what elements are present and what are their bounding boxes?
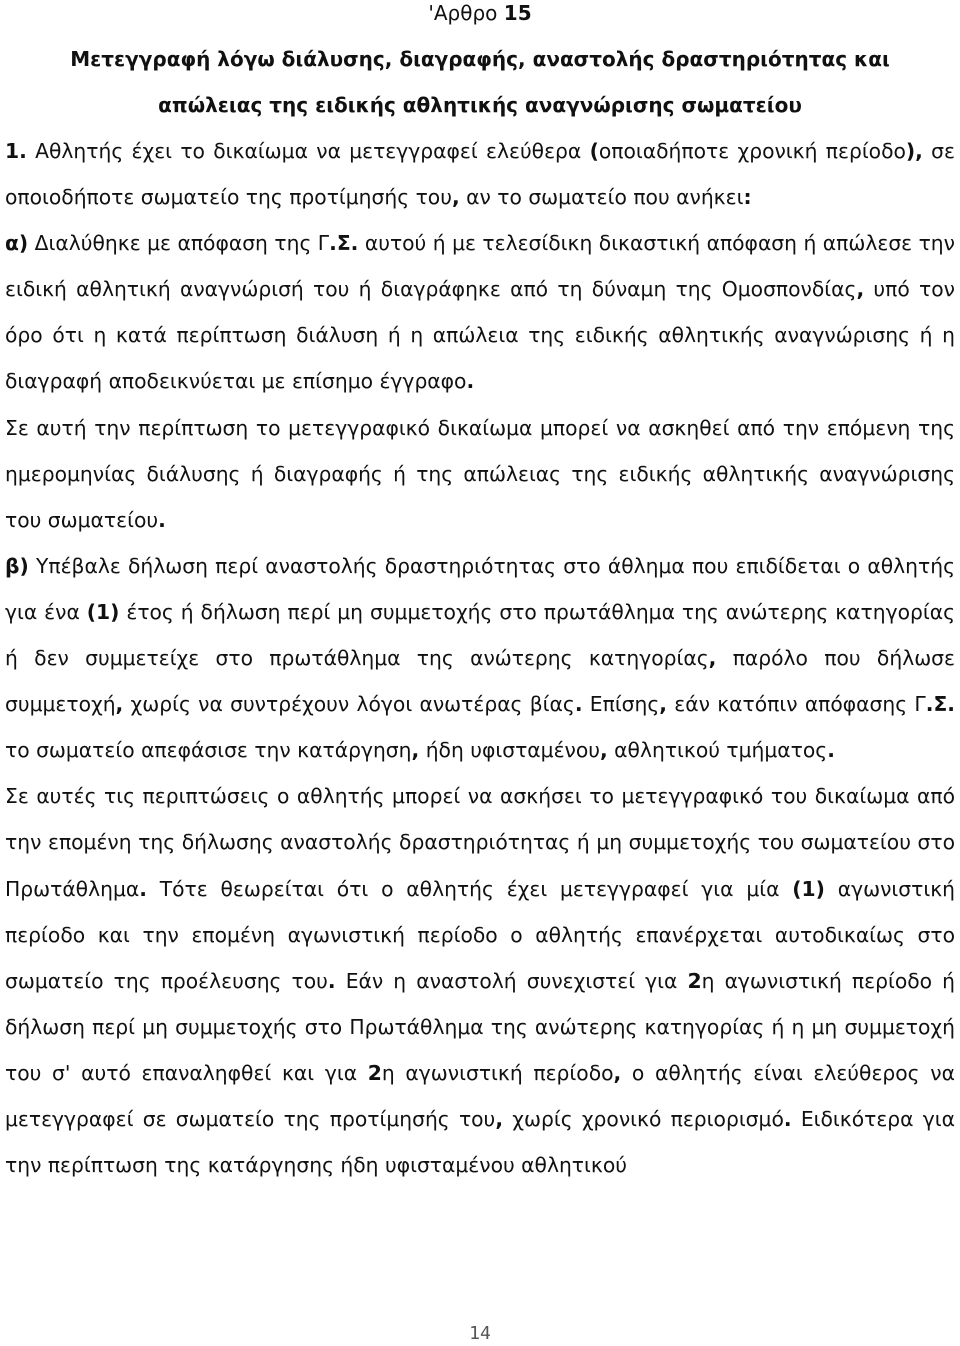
bold-text-run: .Σ.: [329, 231, 359, 256]
bold-text-run: β): [5, 553, 29, 578]
bold-text-run: 2: [687, 968, 702, 993]
text-run: αθλητικού τμήματος: [607, 738, 828, 763]
document-page: [5, 0, 955, 1188]
article-heading: [5, 0, 955, 36]
page-number: 14: [469, 1323, 491, 1344]
paragraph-case-b-note: [5, 773, 955, 1188]
paragraph-case-a-note: [5, 405, 955, 543]
text-run: το σωματείο απεφάσισε την κατάργηση: [5, 738, 412, 763]
text-run: Ειδικότερα για την περίπτωση της κατάργησης ήδη υφισταμένου αθλητικού: [5, 1106, 956, 1178]
paragraph-case-a: [5, 220, 955, 404]
text-run: σε οποιοδήποτε σωματείο της προτίμησής του: [5, 139, 956, 210]
bold-text-run: .: [327, 968, 336, 993]
bold-text-run: ,: [659, 692, 668, 717]
text-run: Επίσης: [582, 692, 660, 717]
bold-text-run: .: [158, 507, 166, 532]
text-run: οποιαδήποτε χρονική περίοδο: [598, 139, 906, 163]
bold-text-run: .: [827, 738, 835, 763]
text-run: η αγωνιστική περίοδο ή δήλωση περί μη συμμετοχής στο Πρωτάθλημα της ανώτερης κατηγορίας ή η μη συμμετοχή του σ' αυτό επαναληφθεί και για: [5, 968, 956, 1085]
article-title-line-2: απώλειας της ειδικής αθλητικής αναγνώρισης σωματείου: [158, 93, 802, 117]
text-run: ο αθλητής είναι ελεύθερος να μετεγγραφεί σε σωματείο της προτίμησής του: [5, 1060, 955, 1131]
article-title-line-1: Μετεγγραφή λόγω διάλυσης, διαγραφής, αναστολής δραστηριότητας και: [70, 47, 890, 71]
paragraph-case-b: [5, 543, 955, 773]
text-run: η αγωνιστική περίοδο: [381, 1060, 614, 1085]
text-run: παρόλο που δήλωσε συμμετοχή: [5, 646, 955, 717]
bold-text-run: (1): [86, 599, 120, 624]
text-run: Εάν η αναστολή συνεχιστεί για: [335, 968, 688, 993]
bold-text-run: ,: [708, 646, 717, 671]
bold-text-run: .: [574, 692, 583, 717]
bold-text-run: ,: [451, 185, 460, 210]
text-run: χωρίς να συντρέχουν λόγοι ανωτέρας βίας: [123, 692, 575, 717]
text-run: αν το σωματείο που ανήκει: [459, 185, 744, 210]
bold-text-run: 2: [367, 1060, 382, 1085]
bold-text-run: .: [139, 876, 147, 901]
bold-text-run: ,: [495, 1106, 504, 1131]
bold-text-run: .Σ.: [925, 692, 955, 717]
text-run: Αθλητής έχει το δικαίωμα να μετεγγραφεί ελεύθερα: [26, 139, 590, 163]
bold-text-run: ,: [856, 277, 865, 302]
text-run: χωρίς χρονικό περιορισμό: [503, 1106, 784, 1131]
text-run: Τότε θεωρείται ότι ο αθλητής έχει μετεγγραφεί για μία: [146, 876, 793, 901]
bold-text-run: ,: [411, 738, 420, 763]
text-run: ήδη υφισταμένου: [419, 738, 601, 763]
bold-text-run: ,: [600, 738, 608, 763]
text-run: υπό τον όρο ότι η κατά περίπτωση διάλυση ή η απώλεια της ειδικής αθλητικής αναγνώρισης ή η διαγραφή αποδεικνύεται με επίσημο έγγραφο: [5, 277, 955, 394]
bold-text-run: :: [743, 185, 752, 210]
text-run: αυτού ή με τελεσίδικη δικαστική απόφαση ή απώλεσε την ειδική αθλητική αναγνώρισή του ή διαγράφηκε από τη δύναμη της Ομοσπονδίας: [5, 231, 955, 302]
text-run: Σε αυτές τις περιπτώσεις ο αθλητής μπορεί να ασκήσει το μετεγγραφικό του δικαίωμα από την επομένη της δήλωσης αναστολής δραστηριότητας ή μη συμμετοχής του σωματείου στο Πρωτάθλημα: [5, 784, 955, 901]
text-run: εάν κατόπιν απόφασης Γ: [667, 692, 926, 717]
text-run: έτος ή δήλωση περί μη συμμετοχής στο πρωτάθλημα της ανώτερης κατηγορίας ή δεν συμμετείχε στο πρωτάθλημα της ανώτερης κατηγορίας: [5, 599, 955, 671]
bold-text-run: ,: [613, 1060, 622, 1085]
text-run: Σε αυτή την περίπτωση το μετεγγραφικό δικαίωμα μπορεί να ασκηθεί από την επόμενη της ημερομηνίας διάλυσης ή διαγραφής ή της απώλειας της ειδικής αθλητικής αναγνώρισης του σωματείου: [5, 415, 955, 532]
bold-text-run: ),: [905, 139, 923, 163]
bold-text-run: 1.: [5, 139, 27, 163]
bold-text-run: .: [466, 369, 475, 394]
paragraph-1: [5, 128, 955, 220]
bold-text-run: (: [589, 139, 599, 163]
text-run: Υπέβαλε δήλωση περί αναστολής δραστηριότητας στο άθλημα που επιδίδεται ο αθλητής για ένα: [5, 553, 955, 624]
article-label: 'Αρθρο: [428, 1, 504, 25]
text-run: Διαλύθηκε με απόφαση της Γ: [28, 231, 330, 256]
article-number: 15: [503, 1, 532, 25]
bold-text-run: α): [5, 231, 29, 256]
bold-text-run: .: [783, 1106, 792, 1131]
bold-text-run: ,: [115, 692, 124, 717]
bold-text-run: (1): [792, 876, 825, 901]
text-run: αγωνιστική περίοδο και την επομένη αγωνιστική περίοδο ο αθλητής επανέρχεται αυτοδικαίως στο σωματείο της προέλευσης του: [5, 876, 956, 993]
